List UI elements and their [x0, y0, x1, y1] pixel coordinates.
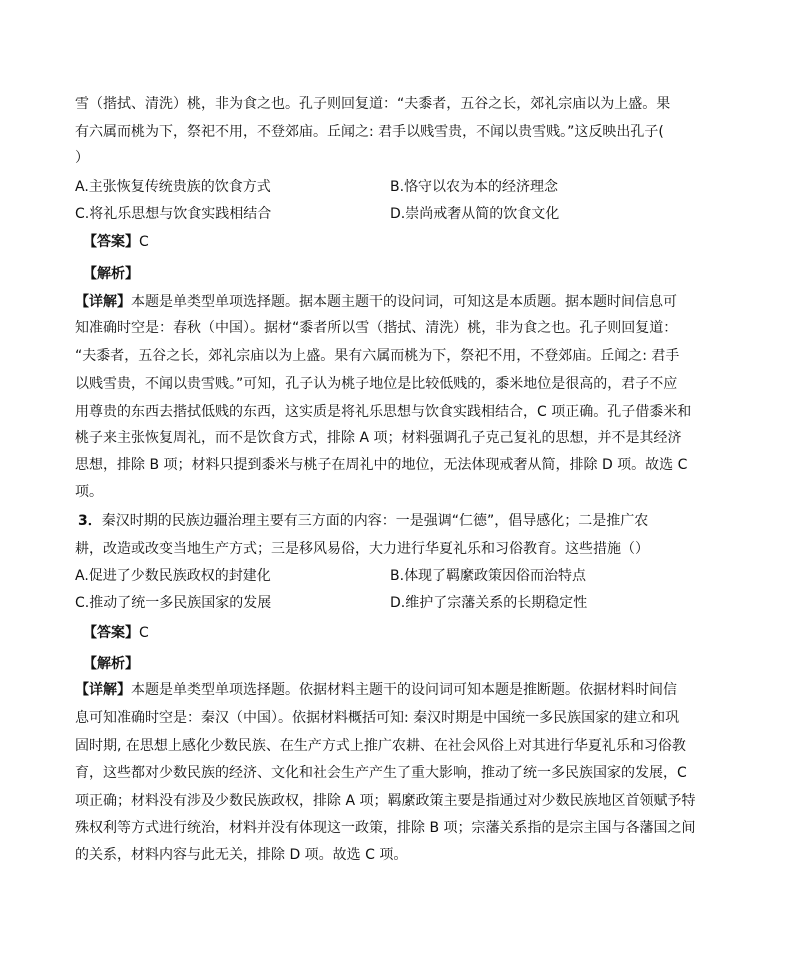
q3-detail-line-5: 项正确；材料没有涉及少数民族政权，排除 A 项；羁縻政策主要是指通过对少数民族地区首领赋予特: [75, 793, 696, 809]
option-text: 维护了宗藩关系的长期稳定性: [405, 595, 588, 611]
option-text: 恪守以农为本的经济理念: [404, 179, 559, 195]
q3-option-d: [390, 593, 587, 613]
q3-answer: [83, 623, 708, 643]
detail-tag: 【详解】: [75, 682, 131, 698]
option-text: 将礼乐思想与饮食实践相结合: [89, 206, 272, 222]
detail-text: 本题是单类型单项选择题。依据材料主题干的设问词可知本题是推断题。依据材料时间信: [131, 682, 677, 698]
q2-option-c: [75, 204, 271, 224]
option-label: C.: [75, 206, 90, 222]
option-text: 崇尚戒奢从简的饮食文化: [405, 206, 560, 222]
option-label: B.: [390, 568, 405, 584]
q2-option-a: [75, 177, 271, 197]
stem-text: 秦汉时期的民族边疆治理主要有三方面的内容：一是强调“仁德”，倡导感化；二是推广农: [101, 513, 649, 529]
option-label: D.: [390, 206, 406, 222]
q2-stem-line-2: 有六属而桃为下，祭祀不用，不登郊庙。丘闻之: 君手以贱雪贵，不闻以贵雪贱。”这反映出孔子(: [75, 124, 664, 140]
q2-stem-line-1: 雪（揩拭、清洗）桃，非为食之也。孔子则回复道：“夫黍者，五谷之长，郊礼宗庙以为上盛。果: [75, 96, 671, 112]
option-label: A.: [75, 179, 89, 195]
q2-stem-line-3: ）: [75, 150, 89, 166]
q3-option-c: [75, 593, 271, 613]
q2-detail-line-2: 知准确时空是：春秋（中国）。据材“黍者所以雪（揩拭、清洗）桃，非为食之也。孔子则回复道：: [75, 320, 678, 336]
q3-detail-line-4: 育，这些都对少数民族的经济、文化和社会生产产生了重大影响，推动了统一多民族国家的发展，C: [75, 765, 687, 781]
q2-detail-line-3: “夫黍者，五谷之长，郊礼宗庙以为上盛。果有六属而桃为下，祭祀不用，不登郊庙。丘闻之: 君手: [75, 348, 680, 364]
q3-detail-line-1: [75, 680, 708, 700]
analysis-tag: 【解析】: [83, 266, 139, 282]
q2-detail-line-5: 用尊贵的东西去揩拭低贱的东西，这实质是将礼乐思想与饮食实践相结合，C 项正确。孔子借黍米和: [75, 404, 692, 420]
option-text: 推动了统一多民族国家的发展: [89, 595, 272, 611]
q3-detail-line-2: 息可知准确时空是：秦汉（中国）。依据材料概括可知: 秦汉时期是中国统一多民族国家的建立和巩: [75, 710, 680, 726]
option-text: 主张恢复传统贵族的饮食方式: [88, 179, 271, 195]
q2-detail-line-4: 以贱雪贵，不闻以贵雪贱。”可知，孔子认为桃子地位是比较低贱的，黍米地位是很高的，君子不应: [75, 376, 678, 392]
q2-detail-line-7: 思想，排除 B 项；材料只提到黍米与桃子在周礼中的地位，无法体现戒奢从简，排除 D 项。故选 C: [75, 457, 688, 473]
option-label: B.: [390, 179, 405, 195]
q2-option-b: [390, 177, 558, 197]
detail-tag: 【详解】: [75, 294, 131, 310]
option-text: 体现了羁縻政策因俗而治特点: [404, 568, 587, 584]
answer-value: C: [139, 625, 149, 641]
q3-stem-line-2: 耕，改造或改变当地生产方式；三是移风易俗，大力进行华夏礼乐和习俗教育。这些措施（）: [75, 541, 649, 557]
answer-tag: 【答案】: [83, 625, 139, 641]
q3-option-a: [75, 566, 271, 586]
q2-answer: [83, 232, 708, 252]
q3-detail-line-7: 的关系，材料内容与此无关，排除 D 项。故选 C 项。: [75, 847, 408, 863]
q2-detail-line-6: 桃子来主张恢复周礼，而不是饮食方式，排除 A 项；材料强调孔子克己复礼的思想，并不是其经济: [75, 430, 682, 446]
q2-detail-line-1: [75, 292, 708, 312]
answer-value: C: [139, 234, 149, 250]
option-label: A.: [75, 568, 89, 584]
option-label: D.: [390, 595, 406, 611]
q2-detail-line-8: 项。: [75, 484, 103, 500]
q3-detail-line-3: 固时期, 在思想上感化少数民族、在生产方式上推广农耕、在社会风俗上对其进行华夏礼乐和习俗教: [75, 738, 686, 754]
q3-detail-line-6: 殊权利等方式进行统治，材料并没有体现这一政策，排除 B 项；宗藩关系指的是宗主国与各藩国之间: [75, 820, 696, 836]
q2-analysis-heading: [83, 264, 708, 284]
q2-option-d: [390, 204, 559, 224]
detail-text: 本题是单类型单项选择题。据本题主题干的设问词，可知这是本质题。据本题时间信息可: [131, 294, 677, 310]
q3-analysis-heading: [83, 654, 708, 674]
option-label: C.: [75, 595, 90, 611]
q3-stem-line-1: [78, 511, 708, 531]
answer-tag: 【答案】: [83, 234, 139, 250]
option-text: 促进了少数民族政权的封建化: [88, 568, 271, 584]
analysis-tag: 【解析】: [83, 656, 139, 672]
question-number: 3．: [78, 513, 102, 529]
q3-option-b: [390, 566, 586, 586]
